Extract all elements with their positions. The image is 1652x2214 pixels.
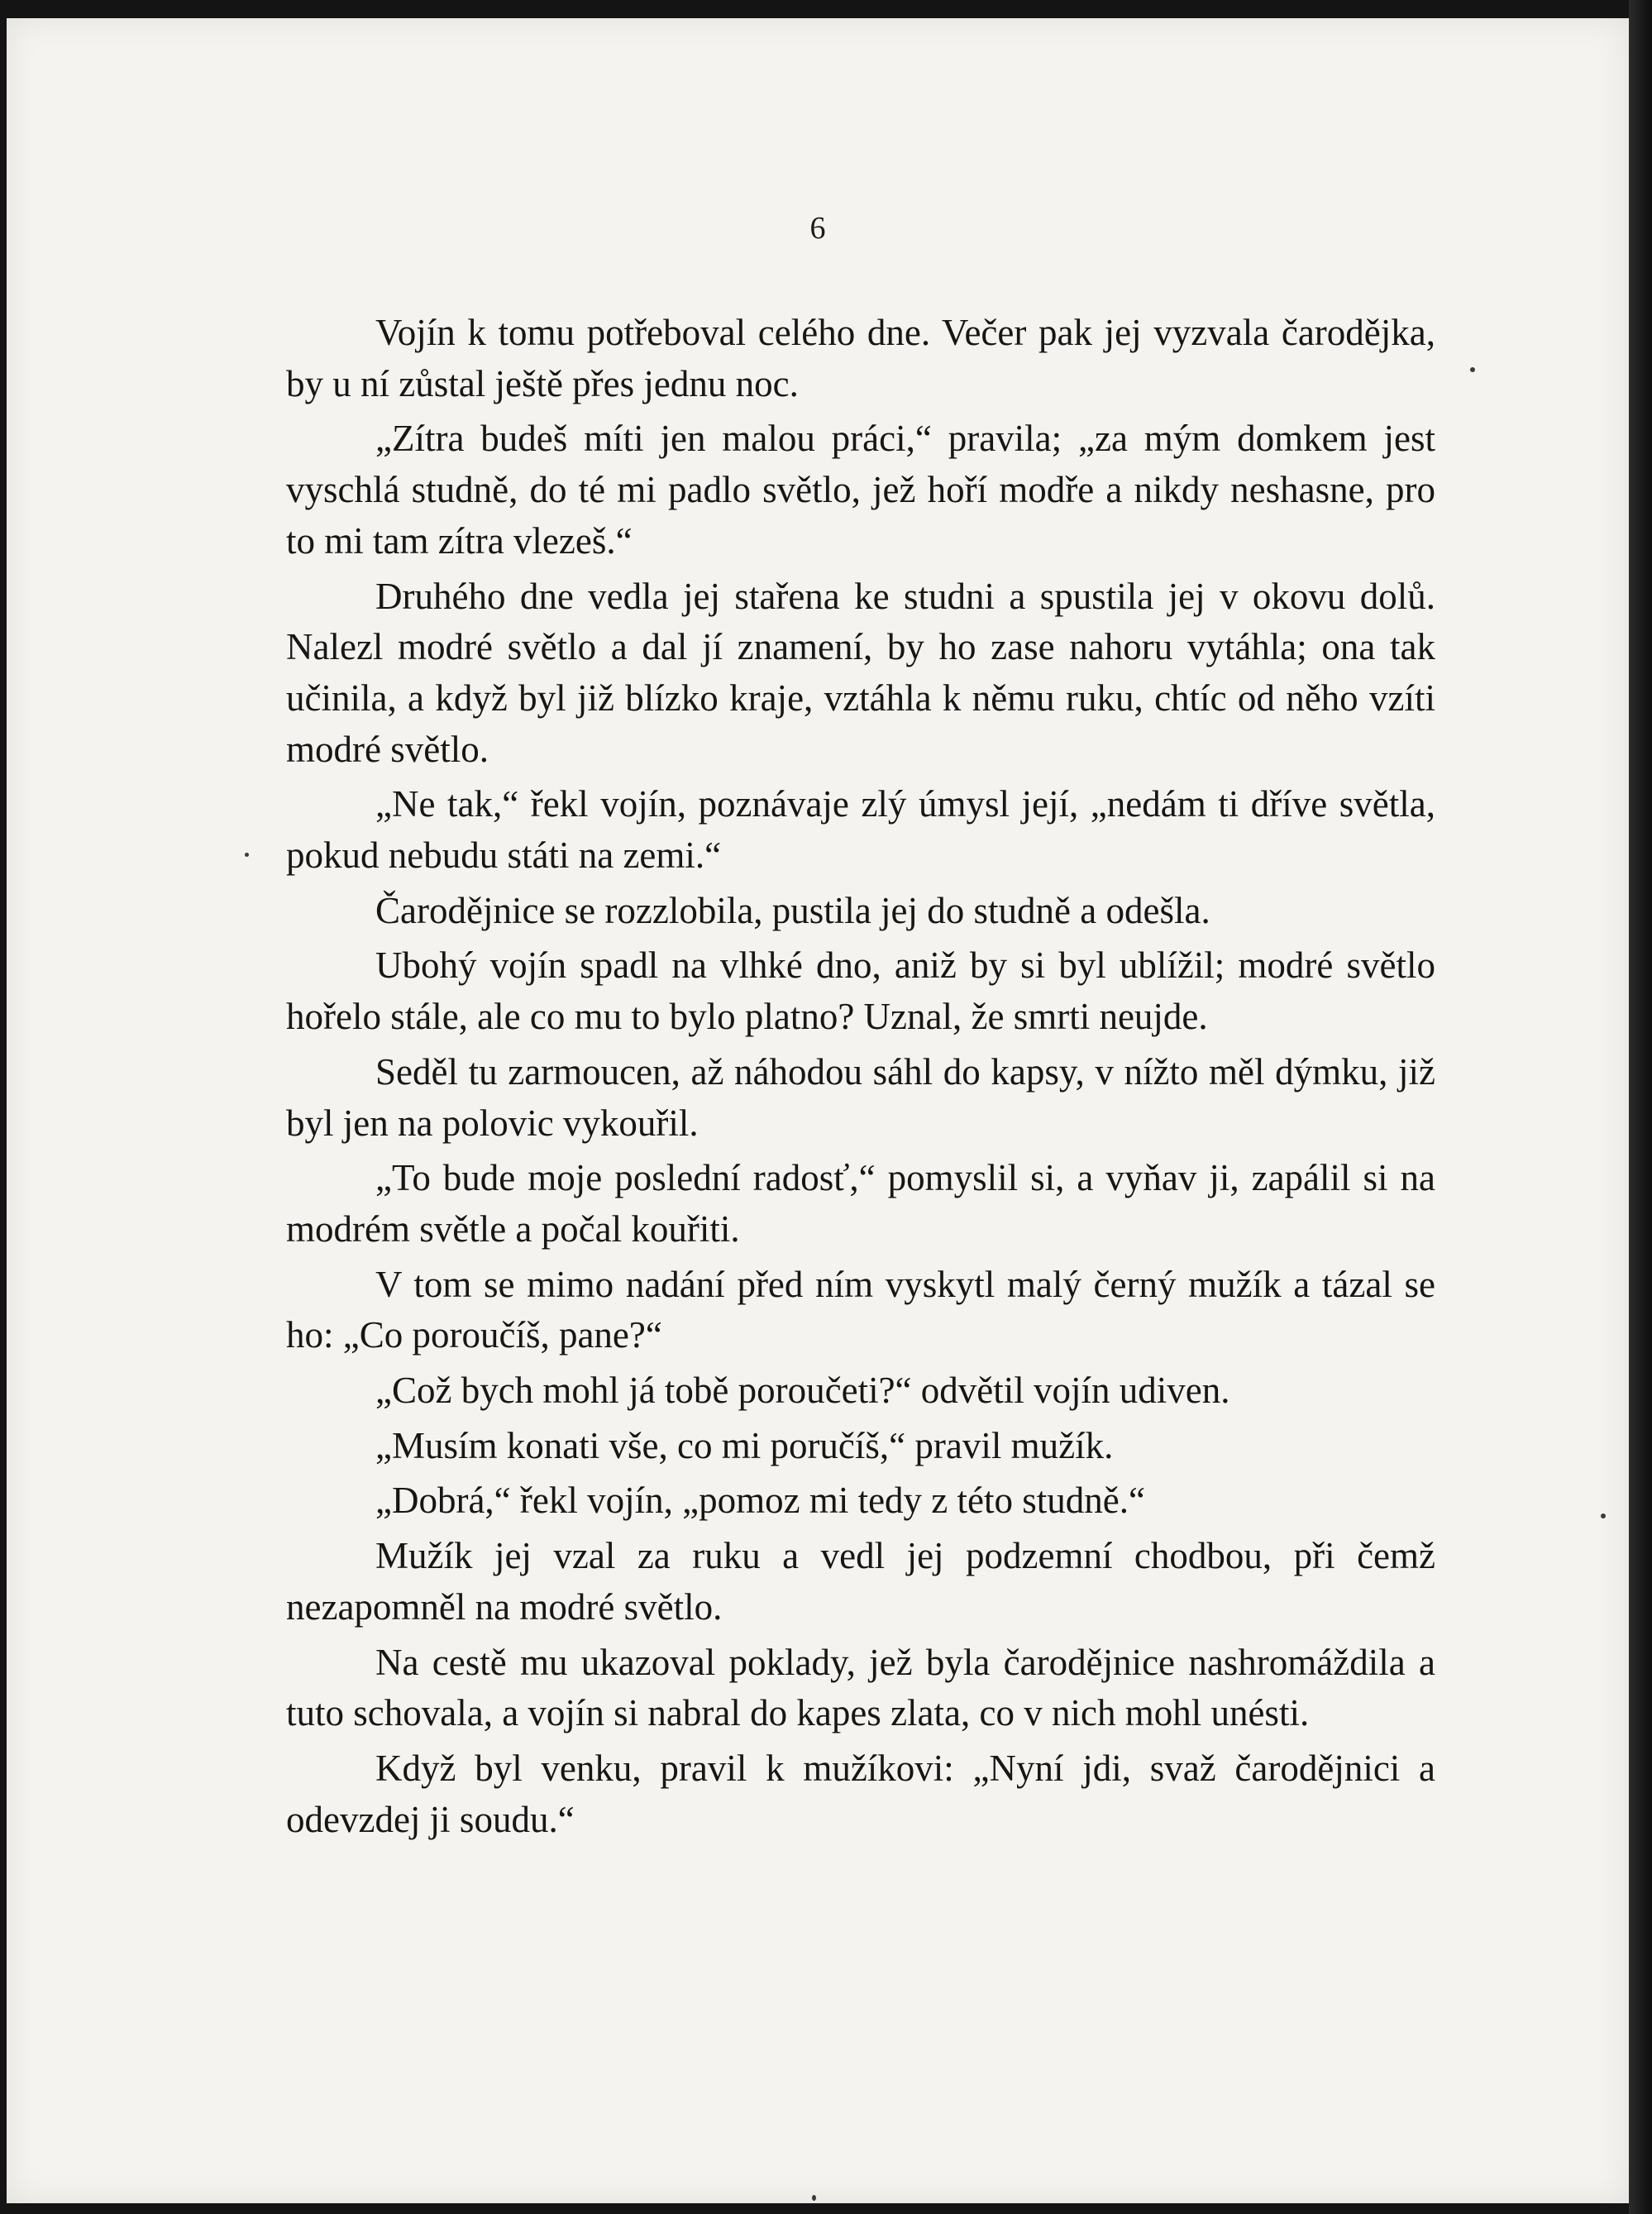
paragraph: „Dobrá,“ řekl vojín, „pomoz mi tedy z této studně.“ bbox=[375, 1480, 1145, 1522]
scan-speck bbox=[1470, 367, 1475, 372]
scan-edge bbox=[1629, 0, 1652, 2214]
scan-speck bbox=[245, 853, 249, 857]
scan-speck bbox=[812, 2195, 816, 2201]
paragraph: Čarodějnice se rozzlobila, pustila jej do studně a odešla. bbox=[375, 889, 1210, 931]
paragraph: Vojín k tomu potřeboval celého dne. Večer pak jej vyzvala čarodějka, by u ní zůstal ještě přes jednu noc. bbox=[286, 312, 1435, 404]
paragraph: „Ne tak,“ řekl vojín, poznávaje zlý úmysl její, „nedám ti dříve světla, pokud nebudu státi na zemi.“ bbox=[286, 783, 1435, 877]
paragraph: „Což bych mohl já tobě poroučeti?“ odvětil vojín udiven. bbox=[375, 1370, 1230, 1412]
book-page bbox=[7, 18, 1629, 2203]
paragraph: Ubohý vojín spadl na vlhké dno, aniž by si byl ublížil; modré světlo hořelo stále, ale co mu to bylo platno? Uznal, že smrti neujde. bbox=[286, 944, 1435, 1038]
paragraph: Druhého dne vedla jej stařena ke studni a spustila jej v okovu dolů. Nalezl modré světlo a dal jí znamení, by ho zase nahoru vytáhla; ona tak učinila, a když byl již blízko kraje, vztáhla k němu ruku, chtíc od něho vzíti modré světlo. bbox=[286, 575, 1435, 770]
paragraph: V tom se mimo nadání před ním vyskytl malý černý mužík a tázal se ho: „Co poroučíš, pane?“ bbox=[286, 1263, 1435, 1356]
paragraph: „Zítra budeš míti jen malou práci,“ pravila; „za mým domkem jest vyschlá studně, do té mi padlo světlo, jež hoří modře a nikdy neshasne, pro to mi tam zítra vlezeš.“ bbox=[286, 418, 1435, 562]
paragraph: „To bude moje poslední radosť,“ pomyslil si, a vyňav ji, zapálil si na modrém světle a počal kouřiti. bbox=[286, 1157, 1435, 1250]
paragraph: Mužík jej vzal za ruku a vedl jej podzemní chodbou, při čemž nezapomněl na modré světlo. bbox=[286, 1535, 1435, 1628]
paragraph: „Musím konati vše, co mi poručíš,“ pravil mužík. bbox=[375, 1424, 1114, 1466]
scan-speck bbox=[1601, 1513, 1606, 1518]
page-number: 6 bbox=[809, 211, 826, 246]
paragraph: Seděl tu zarmoucen, až náhodou sáhl do kapsy, v nížto měl dýmku, již byl jen na polovic vykouřil. bbox=[286, 1050, 1435, 1144]
paragraph: Když byl venku, pravil k mužíkovi: „Nyní jdi, svaž čarodějnici a odevzdej ji soudu.“ bbox=[286, 1747, 1435, 1840]
paragraph: Na cestě mu ukazoval poklady, jež byla čarodějnice nashromáždila a tuto schovala, a vojín si nabral do kapes zlata, co v nich mohl unésti. bbox=[286, 1641, 1435, 1734]
body-text bbox=[286, 308, 1435, 1849]
